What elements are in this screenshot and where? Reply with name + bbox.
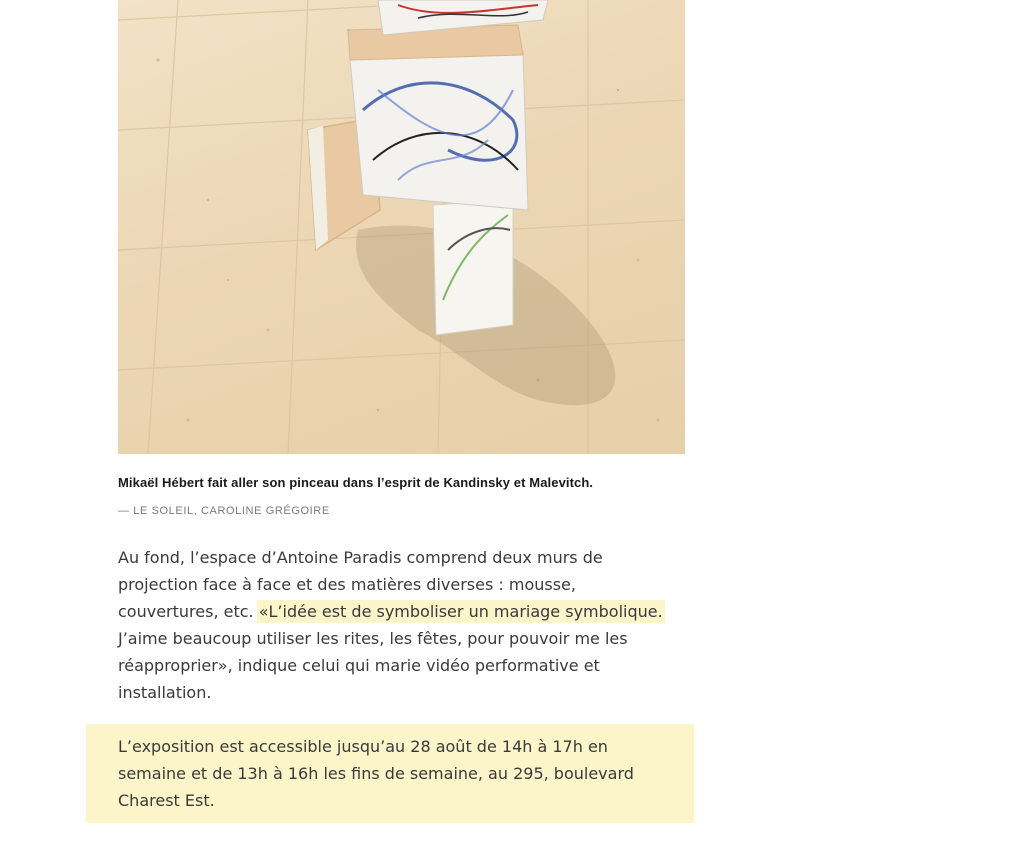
exhibition-notice bbox=[86, 724, 694, 823]
paragraph-rest: J’aime beaucoup utiliser les rites, les fêtes, pour pouvoir me les réapproprier», indique celui qui marie vidéo performative et installation. bbox=[118, 629, 628, 702]
photo-credit: — LE SOLEIL, CAROLINE GRÉGOIRE bbox=[118, 505, 330, 517]
photo-illustration bbox=[118, 0, 685, 454]
article-paragraph bbox=[118, 544, 678, 706]
photo-caption: Mikaël Hébert fait aller son pinceau dans l’esprit de Kandinsky et Malevitch. bbox=[118, 475, 594, 490]
paragraph-lead: Au fond, l’espace d’Antoine Paradis comprend deux murs de projection face à face et des matières diverses : mousse, couvertures, etc. bbox=[118, 548, 603, 621]
exhibition-notice-text: L’exposition est accessible jusqu’au 28 août de 14h à 17h en semaine et de 13h à 16h les fins de semaine, au 295, boulevard Charest Est. bbox=[118, 737, 634, 810]
article bbox=[118, 0, 685, 722]
highlighted-quote[interactable]: «L’idée est de symboliser un mariage symbolique. bbox=[258, 602, 663, 621]
article-photo bbox=[118, 0, 685, 454]
